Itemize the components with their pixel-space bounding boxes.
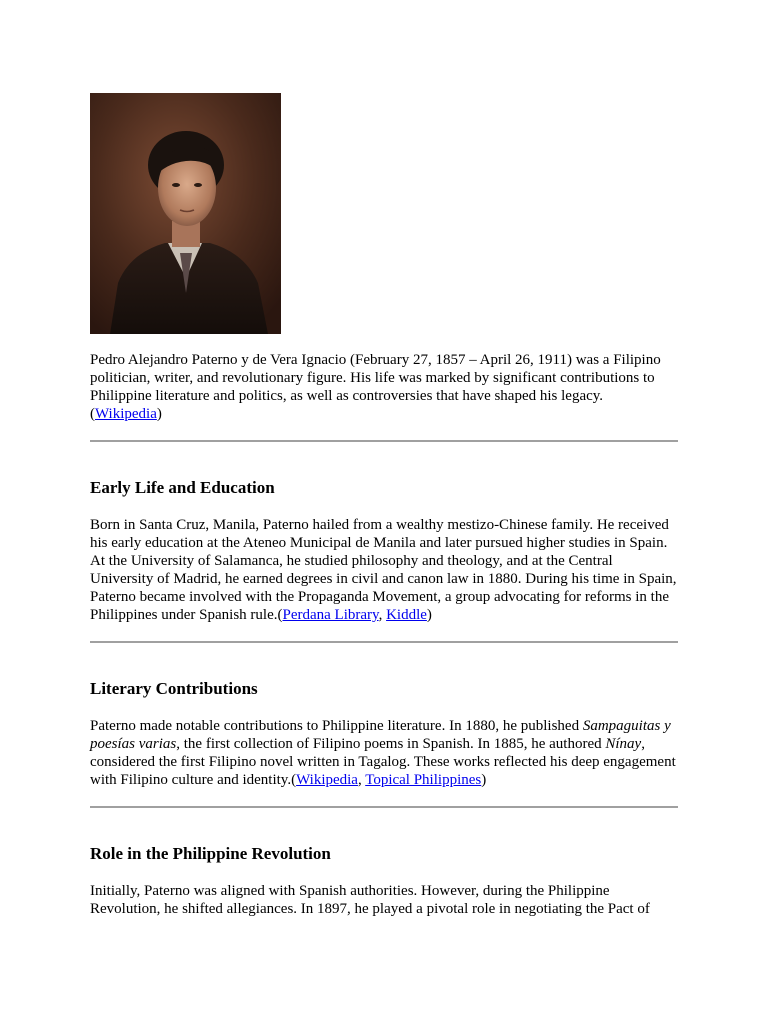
intro-close-paren: ): [156, 406, 162, 422]
intro-text: Pedro Alejandro Paterno y de Vera Ignacio (February 27, 1857 – April 26, 1911) was a Filipino politician, writer, and revolutionary figure. His life was marked by significant contributions to Philippine literature and politics, as well as controversies that have shaped his legacy.: [90, 352, 661, 404]
portrait-painting-icon: [90, 93, 281, 334]
intro-open-paren: (: [90, 406, 95, 422]
divider: [90, 641, 678, 643]
heading-literary: Literary Contributions: [90, 679, 258, 698]
perdana-library-link[interactable]: Perdana Library: [282, 607, 379, 623]
kiddle-link[interactable]: Kiddle: [386, 607, 427, 623]
divider: [90, 806, 678, 808]
literary-text: Paterno made notable contributions to Philippine literature. In 1880, he published: [90, 718, 583, 734]
intro-paragraph: [90, 351, 678, 423]
literary-text: , considered the first Filipino novel written in Tagalog. These works reflected his deep engagement with Filipino culture and identity.(: [90, 736, 676, 788]
heading-early-life: Early Life and Education: [90, 478, 275, 497]
revolution-paragraph: Initially, Paterno was aligned with Spanish authorities. However, during the Philippine Revolution, he shifted allegiances. In 1897, he played a pivotal role in negotiating the Pact of: [90, 883, 650, 917]
literary-text: , the first collection of Filipino poems in Spanish. In 1885, he authored: [176, 736, 606, 752]
literary-wikipedia-link[interactable]: Wikipedia: [296, 772, 358, 788]
literary-paragraph: [90, 717, 678, 789]
heading-revolution: Role in the Philippine Revolution: [90, 844, 331, 863]
divider: [90, 440, 678, 442]
portrait-image: [90, 93, 281, 334]
early-life-paragraph: [90, 516, 678, 624]
close-paren: ): [426, 607, 432, 623]
intro-wikipedia-link[interactable]: Wikipedia: [95, 406, 157, 422]
novel-title: Nínay: [605, 736, 642, 752]
article: [90, 93, 678, 918]
close-paren: ): [481, 772, 487, 788]
link-separator: ,: [357, 772, 366, 788]
link-separator: ,: [378, 607, 387, 623]
early-life-text: Born in Santa Cruz, Manila, Paterno hailed from a wealthy mestizo-Chinese family. He received his early education at the Ateneo Municipal de Manila and later pursued higher studies in Spain. At the University of Salamanca, he studied philosophy and theology, and at the Central University of Madrid, he earned degrees in civil and canon law in 1880. During his time in Spain, Paterno became involved with the Propaganda Movement, a group advocating for reforms in the Philippines under Spanish rule.(: [90, 517, 677, 623]
book-title: Sampaguitas y poesías varias: [90, 718, 671, 752]
topical-philippines-link[interactable]: Topical Philippines: [365, 772, 482, 788]
